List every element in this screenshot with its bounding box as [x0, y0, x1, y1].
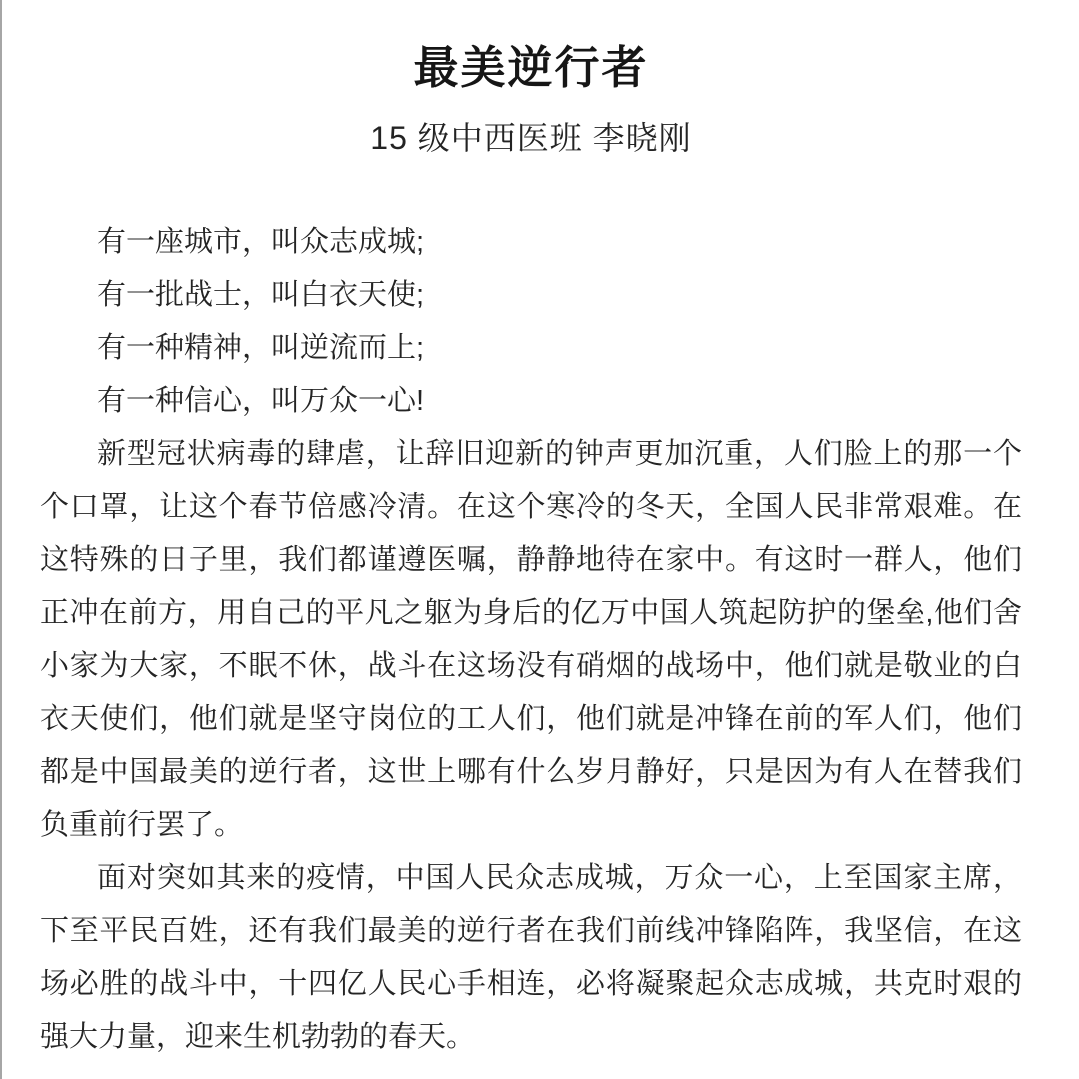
verse-line-4: 有一种信心，叫万众一心! — [97, 385, 425, 417]
essay-byline: 15 级中西医班 李晓刚 — [370, 120, 692, 156]
verse-line-2: 有一批战士，叫白衣天使; — [97, 279, 425, 311]
essay-paragraph-2: 面对突如其来的疫情，中国人民众志成城，万众一心，上至国家主席，下至平民百姓，还有我们最美的逆行者在我们前线冲锋陷阵，我坚信，在这场必胜的战斗中，十四亿人民心手相连，必将凝聚起众志成城，共克时艰的强大力量，迎来生机勃勃的春天。 — [40, 862, 1022, 1053]
essay-body — [40, 216, 1022, 1064]
document-content — [40, 0, 1022, 1064]
essay-paragraph-1: 新型冠状病毒的肆虐，让辞旧迎新的钟声更加沉重，人们脸上的那一个个口罩，让这个春节倍感冷清。在这个寒冷的冬天，全国人民非常艰难。在这特殊的日子里，我们都谨遵医嘱，静静地待在家中。有这时一群人，他们正冲在前方，用自己的平凡之躯为身后的亿万中国人筑起防护的堡垒,他们舍小家为大家，不眠不休，战斗在这场没有硝烟的战场中，他们就是敬业的白衣天使们，他们就是坚守岗位的工人们，他们就是冲锋在前的军人们，他们都是中国最美的逆行者，这世上哪有什么岁月静好，只是因为有人在替我们负重前行罢了。 — [40, 438, 1022, 841]
essay-title: 最美逆行者 — [413, 42, 649, 93]
verse-line-3: 有一种精神，叫逆流而上; — [97, 332, 425, 364]
verse-line-1: 有一座城市，叫众志成城; — [97, 226, 425, 258]
page-left-edge-line — [0, 0, 2, 1079]
